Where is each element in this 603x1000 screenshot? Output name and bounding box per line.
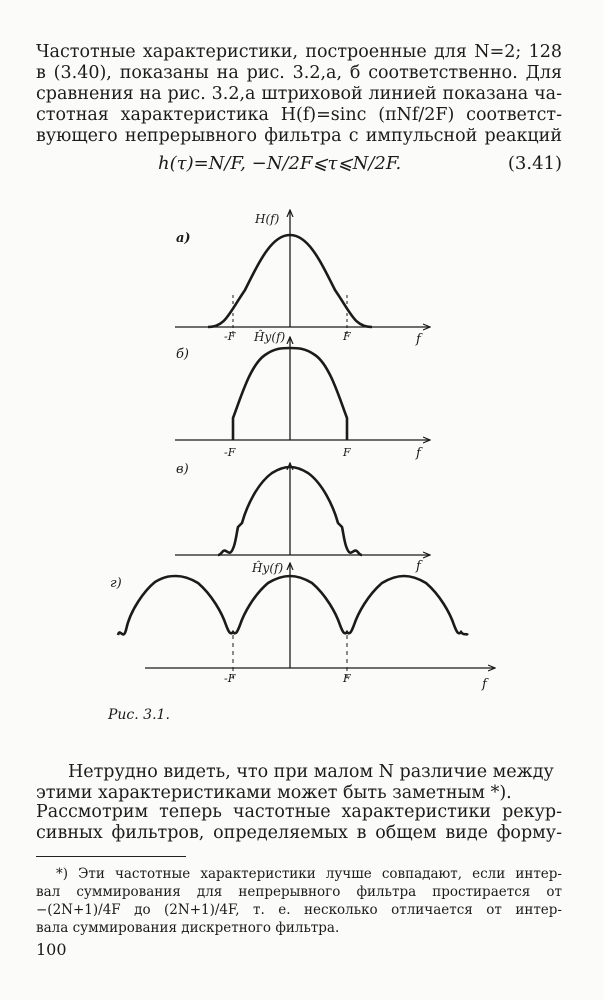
panel-label-a: а) — [176, 231, 191, 246]
footnote-line: вал суммирования для непрерывного фильтра простирается от — [36, 884, 562, 900]
text-line: в (3.40), показаны на рис. 3.2,а, б соответственно. Для — [36, 63, 562, 83]
figure-frequency-responses — [100, 205, 500, 700]
equation-expression: h(τ)=N/F, −N/2F⩽τ⩽N/2F. — [158, 153, 402, 174]
panel-label-c: в) — [176, 462, 189, 477]
text-line: сравнения на рис. 3.2,а штриховой линией показана ча- — [36, 84, 562, 104]
tick-label-F: F — [343, 672, 351, 685]
text-line: Частотные характеристики, построенные для N=2; 128 — [36, 42, 562, 62]
panel-d — [110, 560, 495, 692]
tick-label-neg-F: -F — [224, 330, 236, 343]
text-line: Рассмотрим теперь частотные характеристики рекур- — [36, 802, 562, 822]
panel-c — [175, 462, 430, 574]
page-number: 100 — [36, 940, 67, 959]
figure-caption: Рис. 3.1. — [108, 707, 170, 723]
text-line: стотная характеристика H(f)=sinc (πNf/2F) соответст- — [36, 105, 562, 125]
panel-label-b: б) — [176, 347, 190, 362]
equation-number: (3.41) — [507, 153, 562, 174]
panel-b — [175, 329, 430, 461]
tick-label-F: F — [343, 446, 351, 459]
tick-label-neg-F: -F — [224, 446, 236, 459]
axis-label-Hy-b: Ĥу(f) — [254, 330, 286, 344]
periodic-curve-d — [118, 576, 468, 635]
panel-label-d: г) — [110, 576, 122, 591]
footnote — [36, 865, 562, 937]
footnote-divider — [36, 856, 186, 857]
text-line: Нетрудно видеть, что при малом N различие между — [68, 762, 554, 782]
f-axis-label: f — [482, 677, 487, 692]
axis-label-Hy-d: Ĥу(f) — [252, 561, 284, 575]
footnote-line: вала суммирования дискретного фильтра. — [36, 920, 340, 936]
paragraph-comparison — [68, 762, 562, 783]
footnote-line: −(2N+1)/4F до (2N+1)/4F, т. е. несколько отличается от интер- — [36, 902, 562, 918]
tick-label-neg-F: -F — [224, 672, 236, 685]
paragraph-recursive-filters — [36, 802, 562, 844]
f-axis-label: f — [416, 332, 421, 347]
text-line: вующего непрерывного фильтра с импульсной реакций — [36, 126, 562, 146]
text-line: сивных фильтров, определяемых в общем виде форму- — [36, 823, 562, 843]
paragraph-comparison-cont — [36, 783, 562, 804]
f-axis-label: f — [416, 446, 421, 461]
f-axis-label: f — [416, 559, 421, 574]
axis-label-H: H(f) — [255, 212, 280, 226]
footnote-line: *) Эти частотные характеристики лучше совпадают, если интер- — [56, 866, 562, 882]
paragraph-intro — [36, 42, 562, 147]
tick-label-F: F — [343, 330, 351, 343]
panel-a — [175, 210, 430, 347]
equation-3-41 — [36, 153, 562, 179]
text-line: этими характеристиками может быть заметным *). — [36, 783, 512, 803]
